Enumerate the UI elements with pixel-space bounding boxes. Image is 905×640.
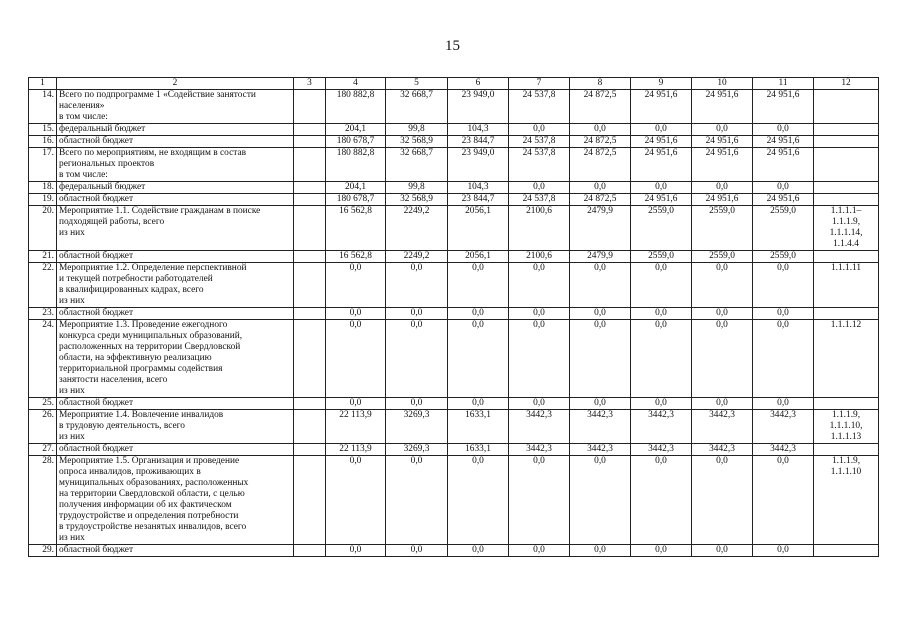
- value-cell: 24 872,5: [570, 136, 631, 148]
- target-code-cell: [814, 148, 879, 182]
- description-line: в трудоустройстве незанятых инвалидов, всего: [59, 522, 247, 532]
- row-description: [57, 444, 294, 456]
- description-line: получения информации об их фактическом: [59, 500, 232, 510]
- row-number: 21.: [29, 251, 57, 263]
- header-cell: 6: [448, 78, 509, 90]
- value-cell: 2559,0: [631, 251, 692, 263]
- target-code-line: 1.1.4.4: [833, 239, 859, 249]
- value-cell: 24 951,6: [753, 136, 814, 148]
- table-row: [29, 148, 879, 182]
- description-line: из них: [59, 228, 85, 238]
- row-number: 22.: [29, 263, 57, 308]
- value-cell: 204,1: [326, 182, 386, 194]
- value-cell: 0,0: [570, 124, 631, 136]
- header-row: [29, 78, 879, 90]
- page-number: 15: [445, 38, 460, 54]
- value-cell: 16 562,8: [326, 206, 386, 251]
- value-cell: 24 951,6: [753, 90, 814, 124]
- header-cell: 7: [509, 78, 570, 90]
- column-3-cell: [294, 398, 326, 410]
- value-cell: 0,0: [631, 124, 692, 136]
- description-line: области, на эффективную реализацию: [59, 353, 212, 363]
- description-line: из них: [59, 386, 85, 396]
- row-description: [57, 320, 294, 398]
- target-code-cell: [814, 194, 879, 206]
- value-cell: 0,0: [386, 456, 448, 545]
- table-row: [29, 308, 879, 320]
- value-cell: 23 949,0: [448, 148, 509, 182]
- value-cell: 24 951,6: [631, 194, 692, 206]
- value-cell: 2559,0: [753, 251, 814, 263]
- row-description: [57, 398, 294, 410]
- table-row: [29, 90, 879, 124]
- target-code-line: 1.1.1.9,: [831, 410, 861, 420]
- description-line: областной бюджет: [59, 398, 134, 408]
- value-cell: 0,0: [570, 182, 631, 194]
- target-code-cell: [814, 444, 879, 456]
- table-row: [29, 545, 879, 557]
- value-cell: 0,0: [753, 182, 814, 194]
- value-cell: 0,0: [753, 263, 814, 308]
- header-cell: 5: [386, 78, 448, 90]
- row-number: 26.: [29, 410, 57, 444]
- header-cell: 4: [326, 78, 386, 90]
- table-row: [29, 194, 879, 206]
- column-3-cell: [294, 182, 326, 194]
- description-line: муниципальных образованиях, расположенных: [59, 478, 249, 488]
- value-cell: 180 882,8: [326, 148, 386, 182]
- column-3-cell: [294, 251, 326, 263]
- target-code-line: 1.1.1.9,: [831, 217, 861, 227]
- value-cell: 32 668,7: [386, 148, 448, 182]
- target-code-cell: [814, 251, 879, 263]
- value-cell: 24 951,6: [753, 194, 814, 206]
- row-description: [57, 90, 294, 124]
- value-cell: 24 537,8: [509, 90, 570, 124]
- value-cell: 0,0: [509, 398, 570, 410]
- header-cell: 2: [57, 78, 294, 90]
- value-cell: 2559,0: [631, 206, 692, 251]
- value-cell: 2559,0: [753, 206, 814, 251]
- column-3-cell: [294, 206, 326, 251]
- target-code-line: 1.1.1.12: [830, 320, 862, 330]
- column-3-cell: [294, 194, 326, 206]
- value-cell: 0,0: [631, 398, 692, 410]
- value-cell: 2559,0: [692, 206, 753, 251]
- value-cell: 3442,3: [631, 444, 692, 456]
- target-code-line: 1.1.1.14,: [829, 228, 863, 238]
- value-cell: 3442,3: [631, 410, 692, 444]
- description-line: Мероприятие 1.2. Определение перспективной: [59, 263, 247, 273]
- row-description: [57, 263, 294, 308]
- description-line: Всего по мероприятиям, не входящим в состав: [59, 148, 247, 158]
- target-code-line: 1.1.1.1–: [830, 206, 862, 216]
- value-cell: 0,0: [386, 320, 448, 398]
- value-cell: 2249,2: [386, 251, 448, 263]
- value-cell: 0,0: [448, 398, 509, 410]
- description-line: и текущей потребности работодателей: [59, 274, 213, 284]
- description-line: занятости населения, всего: [59, 375, 168, 385]
- value-cell: 0,0: [386, 545, 448, 557]
- value-cell: 180 678,7: [326, 136, 386, 148]
- value-cell: 0,0: [631, 545, 692, 557]
- row-number: 20.: [29, 206, 57, 251]
- column-3-cell: [294, 148, 326, 182]
- target-code-line: 1.1.1.9,: [831, 456, 861, 466]
- value-cell: 24 537,8: [509, 136, 570, 148]
- value-cell: 3442,3: [692, 444, 753, 456]
- value-cell: 3269,3: [386, 410, 448, 444]
- header-cell: 3: [294, 78, 326, 90]
- value-cell: 0,0: [631, 320, 692, 398]
- row-description: [57, 456, 294, 545]
- description-line: подходящей работы, всего: [59, 217, 165, 227]
- value-cell: 0,0: [386, 263, 448, 308]
- value-cell: 32 568,9: [386, 136, 448, 148]
- value-cell: 0,0: [753, 320, 814, 398]
- value-cell: 3442,3: [570, 410, 631, 444]
- value-cell: 0,0: [692, 398, 753, 410]
- value-cell: 99,8: [386, 182, 448, 194]
- value-cell: 0,0: [386, 308, 448, 320]
- value-cell: 0,0: [326, 263, 386, 308]
- value-cell: 2249,2: [386, 206, 448, 251]
- description-line: федеральный бюджет: [59, 182, 146, 192]
- table-row: [29, 251, 879, 263]
- target-code-cell: [814, 456, 879, 545]
- value-cell: 24 951,6: [692, 194, 753, 206]
- description-line: Мероприятие 1.1. Содействие гражданам в поиске: [59, 206, 261, 216]
- table-row: [29, 206, 879, 251]
- value-cell: 23 949,0: [448, 90, 509, 124]
- value-cell: 2479,9: [570, 206, 631, 251]
- header-cell: 11: [753, 78, 814, 90]
- value-cell: 24 951,6: [692, 148, 753, 182]
- value-cell: 0,0: [326, 456, 386, 545]
- value-cell: 24 951,6: [753, 148, 814, 182]
- value-cell: 32 668,7: [386, 90, 448, 124]
- value-cell: 0,0: [692, 124, 753, 136]
- value-cell: 3269,3: [386, 444, 448, 456]
- description-line: областной бюджет: [59, 251, 134, 261]
- target-code-cell: [814, 308, 879, 320]
- value-cell: 3442,3: [692, 410, 753, 444]
- description-line: трудоустройстве и определения потребности: [59, 511, 239, 521]
- table-row: [29, 456, 879, 545]
- target-code-cell: [814, 124, 879, 136]
- value-cell: 24 537,8: [509, 194, 570, 206]
- value-cell: 0,0: [448, 545, 509, 557]
- value-cell: 0,0: [509, 263, 570, 308]
- column-3-cell: [294, 444, 326, 456]
- value-cell: 0,0: [631, 456, 692, 545]
- value-cell: 0,0: [692, 545, 753, 557]
- table-row: [29, 410, 879, 444]
- column-3-cell: [294, 320, 326, 398]
- description-line: областной бюджет: [59, 308, 134, 318]
- value-cell: 0,0: [570, 456, 631, 545]
- value-cell: 104,3: [448, 182, 509, 194]
- value-cell: 0,0: [692, 308, 753, 320]
- row-description: [57, 545, 294, 557]
- value-cell: 3442,3: [570, 444, 631, 456]
- row-number: 23.: [29, 308, 57, 320]
- value-cell: 0,0: [509, 308, 570, 320]
- row-number: 27.: [29, 444, 57, 456]
- row-description: [57, 194, 294, 206]
- description-line: областной бюджет: [59, 136, 134, 146]
- column-3-cell: [294, 456, 326, 545]
- value-cell: 22 113,9: [326, 444, 386, 456]
- header-cell: 1: [29, 78, 57, 90]
- row-number: 24.: [29, 320, 57, 398]
- value-cell: 3442,3: [509, 444, 570, 456]
- description-line: на территории Свердловской области, с целью: [59, 489, 245, 499]
- target-code-line: 1.1.1.10,: [829, 421, 863, 431]
- value-cell: 24 537,8: [509, 148, 570, 182]
- header-cell: 12: [814, 78, 879, 90]
- value-cell: 24 872,5: [570, 194, 631, 206]
- target-code-cell: [814, 410, 879, 444]
- value-cell: 0,0: [692, 182, 753, 194]
- description-line: Всего по подпрограмме 1 «Содействие занятости: [59, 90, 256, 100]
- header-cell: 9: [631, 78, 692, 90]
- description-line: Мероприятие 1.3. Проведение ежегодного: [59, 320, 228, 330]
- value-cell: 0,0: [448, 308, 509, 320]
- value-cell: 24 951,6: [692, 136, 753, 148]
- value-cell: 24 951,6: [631, 90, 692, 124]
- target-code-cell: [814, 398, 879, 410]
- value-cell: 0,0: [570, 545, 631, 557]
- target-code-cell: [814, 136, 879, 148]
- budget-table: [28, 77, 879, 557]
- target-code-cell: [814, 545, 879, 557]
- column-3-cell: [294, 308, 326, 320]
- value-cell: 0,0: [692, 456, 753, 545]
- value-cell: 24 951,6: [631, 148, 692, 182]
- value-cell: 0,0: [753, 308, 814, 320]
- column-3-cell: [294, 136, 326, 148]
- table-row: [29, 444, 879, 456]
- value-cell: 1633,1: [448, 410, 509, 444]
- row-number: 16.: [29, 136, 57, 148]
- row-number: 18.: [29, 182, 57, 194]
- row-description: [57, 410, 294, 444]
- row-description: [57, 136, 294, 148]
- column-3-cell: [294, 545, 326, 557]
- value-cell: 22 113,9: [326, 410, 386, 444]
- row-number: 29.: [29, 545, 57, 557]
- target-code-line: 1.1.1.11: [830, 263, 862, 273]
- column-3-cell: [294, 90, 326, 124]
- value-cell: 180 882,8: [326, 90, 386, 124]
- value-cell: 0,0: [692, 263, 753, 308]
- table-row: [29, 320, 879, 398]
- description-line: Мероприятие 1.4. Вовлечение инвалидов: [59, 410, 224, 420]
- value-cell: 3442,3: [753, 410, 814, 444]
- description-line: территориальной программы содействия: [59, 364, 223, 374]
- column-3-cell: [294, 124, 326, 136]
- value-cell: 180 678,7: [326, 194, 386, 206]
- description-line: расположенных на территории Свердловской: [59, 342, 241, 352]
- value-cell: 0,0: [448, 456, 509, 545]
- row-number: 14.: [29, 90, 57, 124]
- value-cell: 204,1: [326, 124, 386, 136]
- value-cell: 0,0: [753, 398, 814, 410]
- row-description: [57, 251, 294, 263]
- value-cell: 0,0: [448, 320, 509, 398]
- value-cell: 0,0: [509, 545, 570, 557]
- value-cell: 104,3: [448, 124, 509, 136]
- value-cell: 0,0: [509, 320, 570, 398]
- value-cell: 0,0: [631, 263, 692, 308]
- value-cell: 99,8: [386, 124, 448, 136]
- value-cell: 24 951,6: [692, 90, 753, 124]
- row-description: [57, 308, 294, 320]
- description-line: областной бюджет: [59, 444, 134, 454]
- row-number: 28.: [29, 456, 57, 545]
- description-line: в квалифицированных кадрах, всего: [59, 285, 204, 295]
- row-number: 17.: [29, 148, 57, 182]
- value-cell: 0,0: [509, 124, 570, 136]
- value-cell: 0,0: [570, 398, 631, 410]
- value-cell: 0,0: [570, 263, 631, 308]
- value-cell: 0,0: [448, 263, 509, 308]
- description-line: региональных проектов: [59, 159, 155, 169]
- target-code-cell: [814, 90, 879, 124]
- value-cell: 2100,6: [509, 206, 570, 251]
- table-row: [29, 263, 879, 308]
- description-line: из них: [59, 533, 85, 543]
- value-cell: 2100,6: [509, 251, 570, 263]
- value-cell: 0,0: [326, 308, 386, 320]
- table-row: [29, 398, 879, 410]
- row-description: [57, 182, 294, 194]
- row-number: 25.: [29, 398, 57, 410]
- description-line: в трудовую деятельность, всего: [59, 421, 185, 431]
- column-3-cell: [294, 263, 326, 308]
- value-cell: 3442,3: [509, 410, 570, 444]
- column-3-cell: [294, 410, 326, 444]
- row-description: [57, 148, 294, 182]
- value-cell: 2559,0: [692, 251, 753, 263]
- description-line: из них: [59, 296, 85, 306]
- value-cell: 2479,9: [570, 251, 631, 263]
- row-number: 19.: [29, 194, 57, 206]
- description-line: из них: [59, 432, 85, 442]
- row-description: [57, 124, 294, 136]
- target-code-cell: [814, 320, 879, 398]
- description-line: опроса инвалидов, проживающих в: [59, 467, 201, 477]
- target-code-cell: [814, 263, 879, 308]
- value-cell: 24 872,5: [570, 148, 631, 182]
- value-cell: 3442,3: [753, 444, 814, 456]
- description-line: в том числе:: [59, 170, 108, 180]
- value-cell: 0,0: [509, 456, 570, 545]
- value-cell: 24 951,6: [631, 136, 692, 148]
- description-line: Мероприятие 1.5. Организация и проведение: [59, 456, 240, 466]
- description-line: областной бюджет: [59, 194, 134, 204]
- value-cell: 16 562,8: [326, 251, 386, 263]
- value-cell: 2056,1: [448, 251, 509, 263]
- value-cell: 0,0: [631, 182, 692, 194]
- value-cell: 0,0: [509, 182, 570, 194]
- value-cell: 32 568,9: [386, 194, 448, 206]
- value-cell: 2056,1: [448, 206, 509, 251]
- target-code-line: 1.1.1.13: [830, 432, 862, 442]
- value-cell: 0,0: [631, 308, 692, 320]
- target-code-cell: [814, 206, 879, 251]
- description-line: конкурса среди муниципальных образований,: [59, 331, 243, 341]
- description-line: населения»: [59, 101, 105, 111]
- header-cell: 8: [570, 78, 631, 90]
- value-cell: 23 844,7: [448, 194, 509, 206]
- table-row: [29, 124, 879, 136]
- value-cell: 0,0: [326, 545, 386, 557]
- table-body: [29, 78, 879, 557]
- description-line: областной бюджет: [59, 545, 134, 555]
- value-cell: 0,0: [326, 320, 386, 398]
- table-row: [29, 182, 879, 194]
- value-cell: 0,0: [570, 308, 631, 320]
- value-cell: 0,0: [692, 320, 753, 398]
- target-code-line: 1.1.1.10: [830, 467, 862, 477]
- value-cell: 1633,1: [448, 444, 509, 456]
- value-cell: 0,0: [570, 320, 631, 398]
- value-cell: 0,0: [386, 398, 448, 410]
- value-cell: 0,0: [326, 398, 386, 410]
- value-cell: 0,0: [753, 124, 814, 136]
- description-line: федеральный бюджет: [59, 124, 146, 134]
- value-cell: 24 872,5: [570, 90, 631, 124]
- target-code-cell: [814, 182, 879, 194]
- description-line: в том числе:: [59, 112, 108, 122]
- table-row: [29, 136, 879, 148]
- row-number: 15.: [29, 124, 57, 136]
- value-cell: 23 844,7: [448, 136, 509, 148]
- row-description: [57, 206, 294, 251]
- header-cell: 10: [692, 78, 753, 90]
- value-cell: 0,0: [753, 456, 814, 545]
- value-cell: 0,0: [753, 545, 814, 557]
